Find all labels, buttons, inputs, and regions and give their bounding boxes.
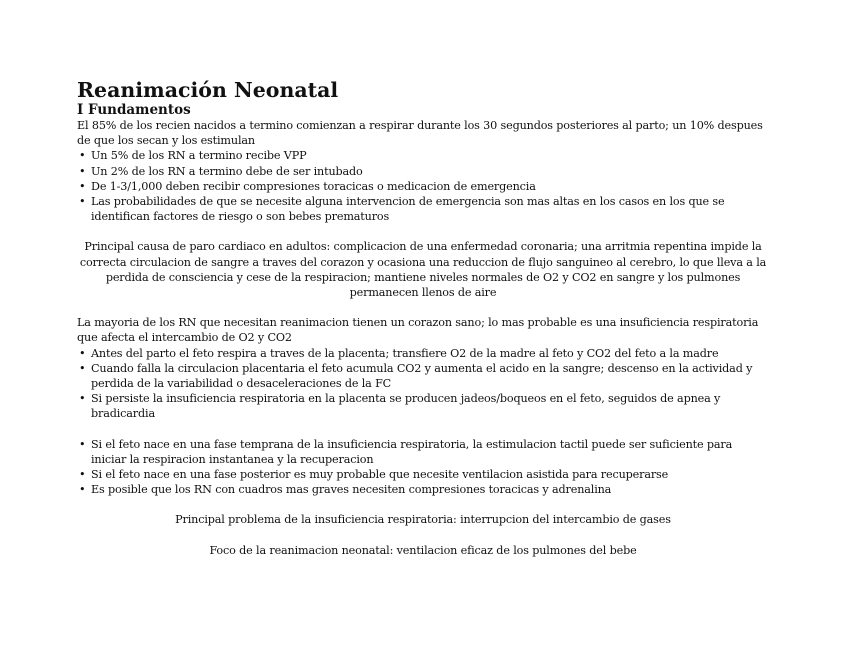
document-title: Reanimación Neonatal bbox=[77, 78, 339, 102]
statistics-list bbox=[77, 148, 769, 224]
section-heading: I Fundamentos bbox=[77, 102, 191, 118]
list-item: • Si el feto nace en una fase posterior es muy probable que necesite ventilacion asistida para recuperarse bbox=[77, 467, 769, 482]
list-item: • Es posible que los RN con cuadros mas graves necesiten compresiones toracicas y adrenalina bbox=[77, 482, 769, 497]
focus-statement: Foco de la reanimacion neonatal: ventilacion eficaz de los pulmones del bebe bbox=[209, 543, 637, 557]
main-problem-statement: Principal problema de la insuficiencia respiratoria: interrupcion del intercambio de gases bbox=[175, 513, 671, 527]
spacer bbox=[77, 224, 769, 239]
list-item: • Si el feto nace en una fase temprana de la insuficiencia respiratoria, la estimulacion tactil puede ser suficiente para iniciar la respiracion instantanea y la recuperacion bbox=[77, 437, 769, 467]
list-item: • Un 2% de los RN a termino debe de ser intubado bbox=[77, 164, 769, 179]
list-item: • Si persiste la insuficiencia respiratoria en la placenta se producen jadeos/boqueos en el feto, seguidos de apnea y bradicardia bbox=[77, 391, 769, 421]
newborn-paragraph: La mayoria de los RN que necesitan reanimacion tienen un corazon sano; lo mas probable es una insuficiencia respiratoria que afecta el intercambio de O2 y CO2 bbox=[77, 316, 759, 345]
list-item: • Las probabilidades de que se necesite alguna intervencion de emergencia son mas altas en los casos en los que se identifican factores de riesgo o son bebes prematuros bbox=[77, 194, 769, 224]
list-item: • Antes del parto el feto respira a traves de la placenta; transfiere O2 de la madre al feto y CO2 del feto a la madre bbox=[77, 346, 769, 361]
birth-phase-list bbox=[77, 437, 769, 498]
list-item: • Cuando falla la circulacion placentaria el feto acumula CO2 y aumenta el acido en la sangre; descenso en la actividad y perdida de la variabilidad o desaceleraciones de la FC bbox=[77, 361, 769, 391]
adult-cause-paragraph: Principal causa de paro cardiaco en adultos: complicacion de una enfermedad coronaria; una arritmia repentina impide la correcta circulacion de sangre a traves del corazon y ocasiona una reduccion de flujo sanguineo al cerebro, lo que lleva a la perdida de consciencia y cese de la respiracion; mantiene niveles normales de O2 y CO2 en sangre y los pulmones permanecen llenos de aire bbox=[79, 240, 767, 300]
list-item: • Un 5% de los RN a termino recibe VPP bbox=[77, 148, 769, 163]
document-content bbox=[77, 78, 769, 558]
spacer bbox=[77, 497, 769, 512]
placenta-list bbox=[77, 346, 769, 422]
spacer bbox=[77, 300, 769, 315]
spacer bbox=[77, 422, 769, 437]
list-item: • De 1-3/1,000 deben recibir compresiones toracicas o medicacion de emergencia bbox=[77, 179, 769, 194]
intro-paragraph: El 85% de los recien nacidos a termino comienzan a respirar durante los 30 segundos posteriores al parto; un 10% despues de que los secan y los estimulan bbox=[77, 119, 763, 148]
spacer bbox=[77, 528, 769, 543]
